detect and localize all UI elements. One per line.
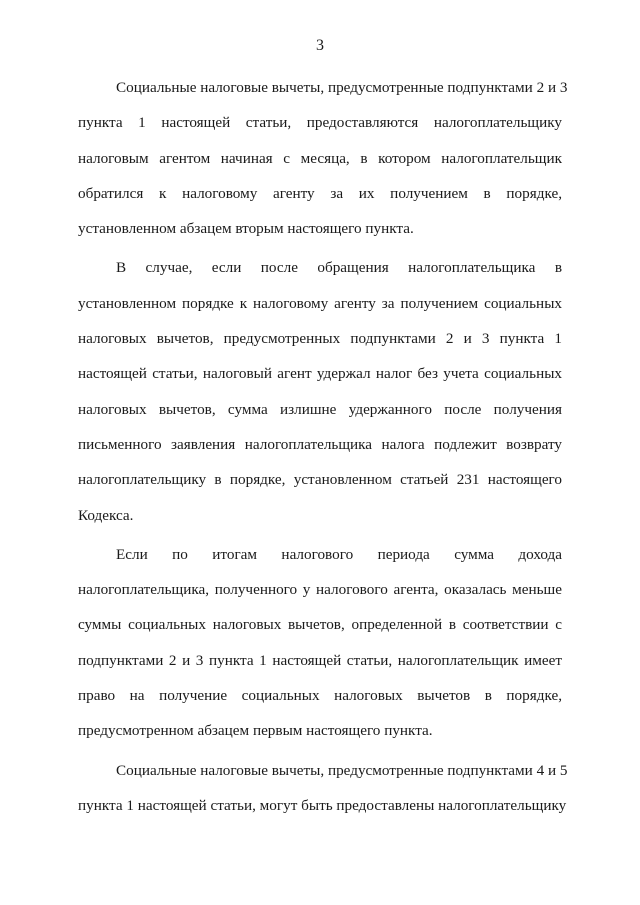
text-line: суммы социальных налоговых вычетов, определенной в соответствии с (78, 616, 562, 634)
text-line: налогоплательщику в порядке, установленном статьей 231 настоящего (78, 471, 562, 489)
page-number: 3 (316, 37, 324, 54)
paragraph-3 (78, 537, 562, 749)
text-line: налоговых вычетов, сумма излишне удержанного после получения (78, 400, 562, 418)
text-line: Социальные налоговые вычеты, предусмотренные подпунктами 2 и 3 (116, 79, 568, 96)
paragraph-4 (78, 753, 568, 824)
text-line: пункта 1 настоящей статьи, могут быть предоставлены налогоплательщику (78, 796, 567, 814)
paragraph-1 (78, 70, 568, 246)
text-line: В случае, если после обращения налогоплательщика в (116, 259, 562, 277)
text-line: Кодекса. (78, 506, 134, 524)
text-line: предусмотренном абзацем первым настоящего пункта. (78, 722, 433, 740)
text-line: налоговых вычетов, предусмотренных подпунктами 2 и 3 пункта 1 (78, 330, 562, 348)
text-line: обратился к налоговому агенту за их получением в порядке, (78, 184, 562, 202)
paragraph-2 (78, 250, 562, 532)
text-line: налогоплательщика, полученного у налогового агента, оказалась меньше (78, 581, 562, 599)
text-line: подпунктами 2 и 3 пункта 1 настоящей статьи, налогоплательщик имеет (78, 651, 562, 669)
text-line: Социальные налоговые вычеты, предусмотренные подпунктами 4 и 5 (116, 761, 568, 779)
text-line: пункта 1 настоящей статьи, предоставляются налогоплательщику (78, 114, 562, 132)
text-line: настоящей статьи, налоговый агент удержал налог без учета социальных (78, 365, 562, 383)
document-body (78, 70, 568, 823)
text-line: установленном порядке к налоговому агенту за получением социальных (78, 294, 562, 312)
text-line: право на получение социальных налоговых вычетов в порядке, (78, 687, 562, 705)
text-line: налоговым агентом начиная с месяца, в котором налогоплательщик (78, 149, 562, 167)
text-line: установленном абзацем вторым настоящего пункта. (78, 220, 414, 238)
text-line: письменного заявления налогоплательщика налога подлежит возврату (78, 435, 562, 453)
text-line: Если по итогам налогового периода сумма дохода (116, 545, 562, 563)
